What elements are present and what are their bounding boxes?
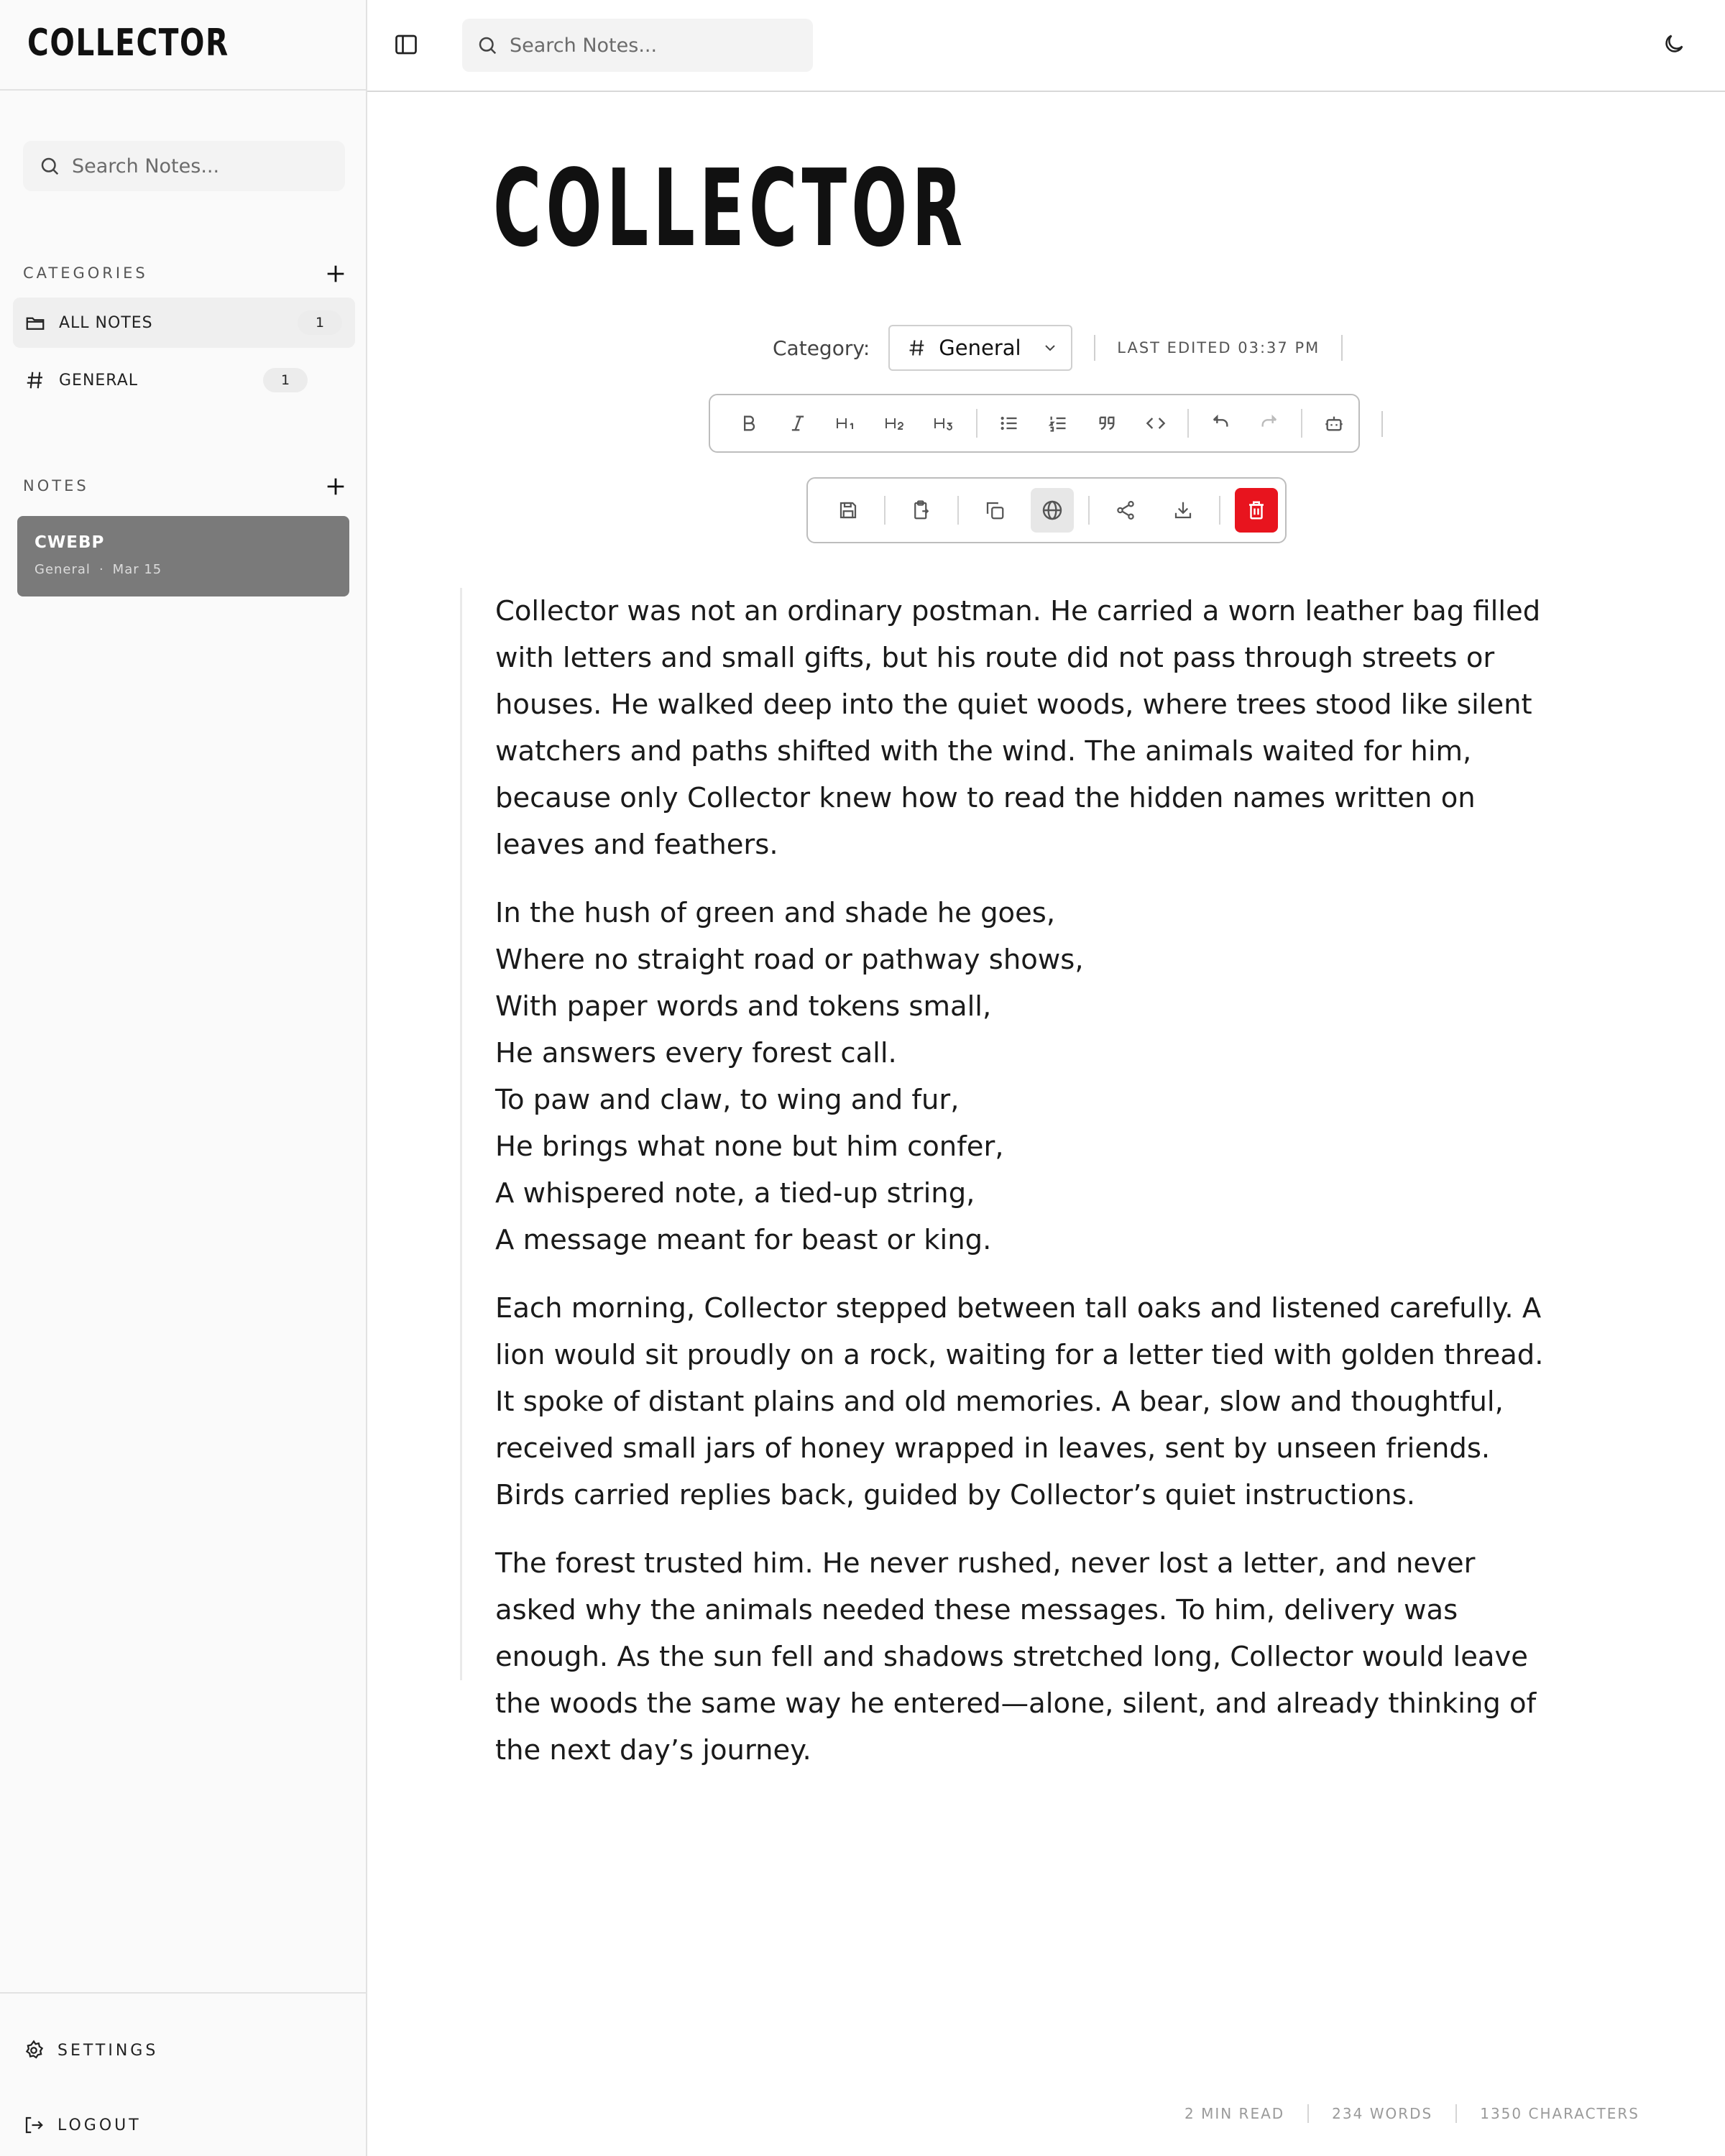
save-button[interactable] xyxy=(827,488,870,533)
divider xyxy=(1341,335,1343,361)
redo-button[interactable] xyxy=(1248,402,1290,444)
top-search-input[interactable] xyxy=(462,19,813,72)
bullet-list-button[interactable] xyxy=(988,402,1030,444)
poem-line: A message meant for beast or king. xyxy=(495,1224,992,1256)
poem-block xyxy=(495,890,1552,1263)
toolbar-divider xyxy=(957,496,959,525)
toolbar-divider xyxy=(1301,409,1302,438)
hash-icon xyxy=(907,338,927,358)
toolbar-divider xyxy=(1187,409,1189,438)
search-icon xyxy=(39,155,60,177)
toolbar-divider xyxy=(884,496,886,525)
poem-line: To paw and claw, to wing and fur, xyxy=(495,1084,960,1116)
poem-line: With paper words and tokens small, xyxy=(495,990,992,1023)
notes-heading: NOTES xyxy=(23,477,89,494)
heading-3-button[interactable] xyxy=(924,402,965,444)
logout-label: LOGOUT xyxy=(58,2116,142,2134)
gear-icon xyxy=(23,2040,45,2061)
dark-mode-toggle[interactable] xyxy=(1662,32,1690,60)
logout-button[interactable] xyxy=(23,2114,142,2136)
poem-line: Where no straight road or pathway shows, xyxy=(495,944,1084,976)
poem-line: He brings what none but him confer, xyxy=(495,1130,1004,1163)
category-label: Category: xyxy=(773,336,870,360)
last-edited-text: LAST EDITED 03:37 PM xyxy=(1117,339,1320,356)
word-count-stat: 234 WORDS xyxy=(1332,2105,1433,2122)
sidebar-toggle-button[interactable] xyxy=(393,32,422,60)
folder-icon xyxy=(24,312,46,333)
add-note-button[interactable] xyxy=(323,474,348,499)
divider xyxy=(1094,335,1095,361)
toolbar-divider xyxy=(1219,496,1220,525)
download-button[interactable] xyxy=(1162,488,1205,533)
code-button[interactable] xyxy=(1135,402,1177,444)
settings-button[interactable] xyxy=(23,2040,158,2061)
top-bar xyxy=(367,0,1725,92)
note-meta-row xyxy=(773,325,1364,371)
toolbar-divider xyxy=(976,409,978,438)
chevron-down-icon xyxy=(1041,339,1059,356)
poem-line: A whispered note, a tied-up string, xyxy=(495,1177,975,1210)
delete-button[interactable] xyxy=(1235,488,1278,533)
category-value: General xyxy=(939,336,1021,360)
sidebar-item-label: ALL NOTES xyxy=(59,313,153,332)
quote-button[interactable] xyxy=(1086,402,1128,444)
divider xyxy=(1455,2104,1457,2123)
paragraph: Collector was not an ordinary postman. He carried a worn leather bag filled with letters and small gifts, but his route did not pass through streets or houses. He walked deep into the quiet woods, where trees stood like silent watchers and paths shifted with the wind. The animals waited for him, because only Collector knew how to read the hidden names written on leaves and feathers. xyxy=(495,595,1541,861)
heading-2-button[interactable] xyxy=(875,402,916,444)
numbered-list-button[interactable] xyxy=(1037,402,1079,444)
sidebar-item-all-notes[interactable] xyxy=(13,298,355,348)
sidebar xyxy=(0,0,367,2156)
note-body-editor[interactable] xyxy=(460,588,1596,1766)
note-title-heading[interactable]: COLLECTOR xyxy=(493,147,967,270)
share-button[interactable] xyxy=(1104,488,1147,533)
paragraph: The forest trusted him. He never rushed, never lost a letter, and never asked why the animals needed these messages. To him, delivery was enough. As the sun fell and shadows stretched long, Collector would leave the woods the same way he entered—alone, silent, and already thinking of the next day’s journey. xyxy=(495,1547,1537,1766)
note-date: Mar 15 xyxy=(112,562,162,577)
meta-separator: · xyxy=(98,562,104,577)
toolbar-divider xyxy=(1088,496,1090,525)
note-stats-bar xyxy=(1184,2104,1639,2123)
count-badge: 1 xyxy=(298,310,342,335)
sidebar-search-input[interactable] xyxy=(23,141,345,191)
note-actions-toolbar xyxy=(806,477,1287,543)
category-select[interactable] xyxy=(888,325,1072,371)
note-meta xyxy=(34,562,332,577)
sidebar-footer xyxy=(0,1992,366,2156)
italic-button[interactable] xyxy=(777,402,819,444)
note-list-item[interactable] xyxy=(17,516,349,596)
settings-label: SETTINGS xyxy=(58,2041,159,2060)
ai-bot-button[interactable] xyxy=(1313,402,1355,444)
sidebar-item-general[interactable] xyxy=(13,355,355,405)
read-time-stat: 2 MIN READ xyxy=(1184,2105,1285,2122)
brand-logo[interactable]: COLLECTOR xyxy=(27,22,229,65)
top-search-placeholder: Search Notes... xyxy=(510,34,658,57)
undo-button[interactable] xyxy=(1200,402,1241,444)
paste-button[interactable] xyxy=(900,488,943,533)
add-category-button[interactable] xyxy=(323,262,348,286)
copy-button[interactable] xyxy=(973,488,1016,533)
divider xyxy=(1381,411,1383,437)
brand-bar xyxy=(0,0,366,91)
poem-line: He answers every forest call. xyxy=(495,1037,897,1069)
formatting-toolbar xyxy=(709,394,1360,453)
paragraph: Each morning, Collector stepped between tall oaks and listened carefully. A lion would sit proudly on a rock, waiting for a letter tied with golden thread. It spoke of distant plains and old memories. A bear, slow and thoughtful, received small jars of honey wrapped in leaves, sent by unseen friends. Birds carried replies back, guided by Collector’s quiet instructions. xyxy=(495,1292,1544,1511)
divider xyxy=(1307,2104,1309,2123)
character-count-stat: 1350 CHARACTERS xyxy=(1480,2105,1639,2122)
sidebar-item-label: GENERAL xyxy=(59,371,139,390)
bold-button[interactable] xyxy=(728,402,770,444)
sidebar-search-placeholder: Search Notes... xyxy=(72,155,220,178)
note-category: General xyxy=(34,562,91,577)
search-icon xyxy=(477,34,498,56)
note-title: CWEBP xyxy=(34,533,105,552)
count-badge: 1 xyxy=(263,368,308,392)
poem-line: In the hush of green and shade he goes, xyxy=(495,897,1056,929)
publish-globe-button[interactable] xyxy=(1031,488,1074,533)
categories-heading: CATEGORIES xyxy=(23,264,148,282)
hash-icon xyxy=(24,369,46,391)
heading-1-button[interactable] xyxy=(826,402,868,444)
logout-icon xyxy=(23,2114,45,2136)
